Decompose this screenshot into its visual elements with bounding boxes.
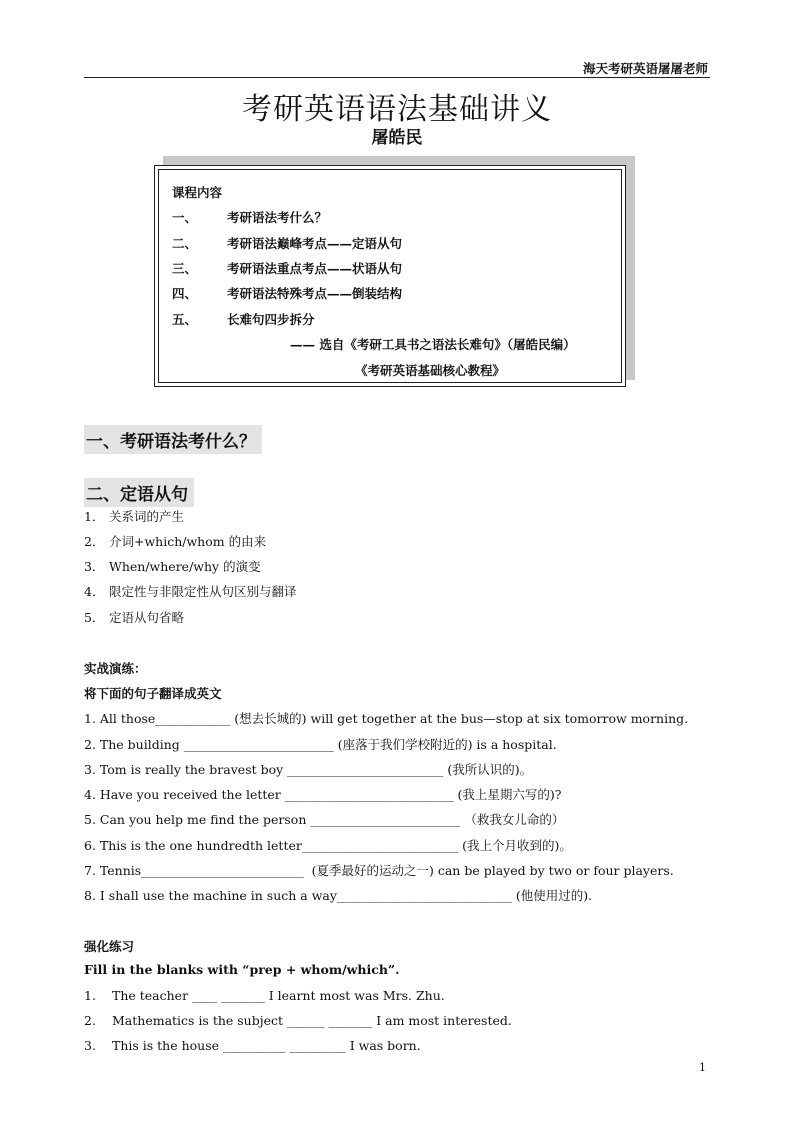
fill-blank-text: Mathematics is the subject ______ _______ I am most interested. xyxy=(112,1013,512,1028)
course-item-text: 长难句四步拆分 xyxy=(227,312,315,327)
practice-label: 实战演练： xyxy=(84,661,147,676)
fill-blank-number: 2. xyxy=(84,1013,96,1028)
reinforce-label: 强化练习 xyxy=(84,939,135,954)
course-item-text: 考研语法考什么？ xyxy=(227,210,328,225)
list-item xyxy=(84,582,297,600)
translation-sentence: 4. Have you received the letter ___________________________ (我上星期六写的)? xyxy=(84,787,562,802)
course-item-text: 考研语法特殊考点——倒装结构 xyxy=(227,286,403,301)
section-heading-grammar-topics: 一、考研语法考什么？ xyxy=(84,425,262,454)
reinforce-instruction: Fill in the blanks with “prep + whom/which”. xyxy=(84,962,400,977)
fill-blank-item xyxy=(84,1013,512,1028)
fill-blank-number: 1. xyxy=(84,988,96,1003)
document-author: 屠皓民 xyxy=(371,128,423,148)
header-rule xyxy=(84,77,710,78)
translation-sentence: 1. All those____________ (想去长城的) will get together at the bus—stop at six tomorrow morning. xyxy=(84,711,689,726)
translation-sentence: 8. I shall use the machine in such a way____________________________ (他使用过的). xyxy=(84,888,593,903)
practice-instruction: 将下面的句子翻译成英文 xyxy=(84,686,222,701)
list-item-number: 4． xyxy=(84,584,105,599)
fill-blank-number: 3. xyxy=(84,1038,96,1053)
list-item-text: 关系词的产生 xyxy=(109,509,185,524)
course-item-num: 三、 xyxy=(172,261,198,276)
course-item xyxy=(172,234,402,252)
fill-blank-item xyxy=(84,1038,421,1053)
document-title: 考研英语语法基础讲义 xyxy=(242,92,552,127)
course-item-text: 考研语法巅峰考点——定语从句 xyxy=(227,236,403,251)
course-source-line: —— 选自《考研工具书之语法长难句》（屠皓民编） xyxy=(290,337,576,352)
list-item xyxy=(84,557,261,575)
course-box-heading: 课程内容 xyxy=(172,185,223,200)
list-item xyxy=(84,507,184,525)
translation-sentence: 5. Can you help me find the person ________________________ （救我女儿命的） xyxy=(84,812,565,827)
fill-blank-item xyxy=(84,988,445,1003)
course-item-num: 五、 xyxy=(172,312,198,327)
list-item-text: When/where/why 的演变 xyxy=(109,559,261,574)
fill-blank-text: This is the house __________ _________ I was born. xyxy=(112,1038,421,1053)
translation-sentence: 6. This is the one hundredth letter_________________________ (我上个月收到的)。 xyxy=(84,838,572,853)
translation-sentence: 3. Tom is really the bravest boy _________________________ (我所认识的)。 xyxy=(84,762,533,777)
course-item xyxy=(172,284,402,302)
translation-sentence: 2. The building ________________________ (座落于我们学校附近的) is a hospital. xyxy=(84,737,557,752)
course-item xyxy=(172,208,327,226)
list-item-text: 定语从句省略 xyxy=(109,610,185,625)
course-item-num: 一、 xyxy=(172,210,198,225)
list-item-number: 3． xyxy=(84,559,105,574)
fill-blank-text: The teacher ____ _______ I learnt most was Mrs. Zhu. xyxy=(112,988,445,1003)
list-item-text: 限定性与非限定性从句区别与翻译 xyxy=(109,584,297,599)
page-number: 1 xyxy=(699,1061,706,1074)
list-item-text: 介词+which/whom 的由来 xyxy=(109,534,267,549)
header-author-label: 海天考研英语屠屠老师 xyxy=(582,61,708,76)
list-item-number: 5． xyxy=(84,610,105,625)
course-item xyxy=(172,259,402,277)
course-item-num: 二、 xyxy=(172,236,198,251)
course-item xyxy=(172,310,315,328)
course-content-box xyxy=(154,165,626,387)
list-item-number: 2． xyxy=(84,534,105,549)
translation-sentence: 7. Tennis__________________________ (夏季最好的运动之一) can be played by two or four players. xyxy=(84,863,674,878)
section-heading-attributive-clause: 二、定语从句 xyxy=(84,478,194,507)
list-item xyxy=(84,532,266,550)
course-item-num: 四、 xyxy=(172,286,198,301)
list-item xyxy=(84,608,184,626)
list-item-number: 1． xyxy=(84,509,105,524)
course-box-inner-border xyxy=(158,169,622,383)
course-source-book: 《考研英语基础核心教程》 xyxy=(355,363,506,378)
course-item-text: 考研语法重点考点——状语从句 xyxy=(227,261,403,276)
